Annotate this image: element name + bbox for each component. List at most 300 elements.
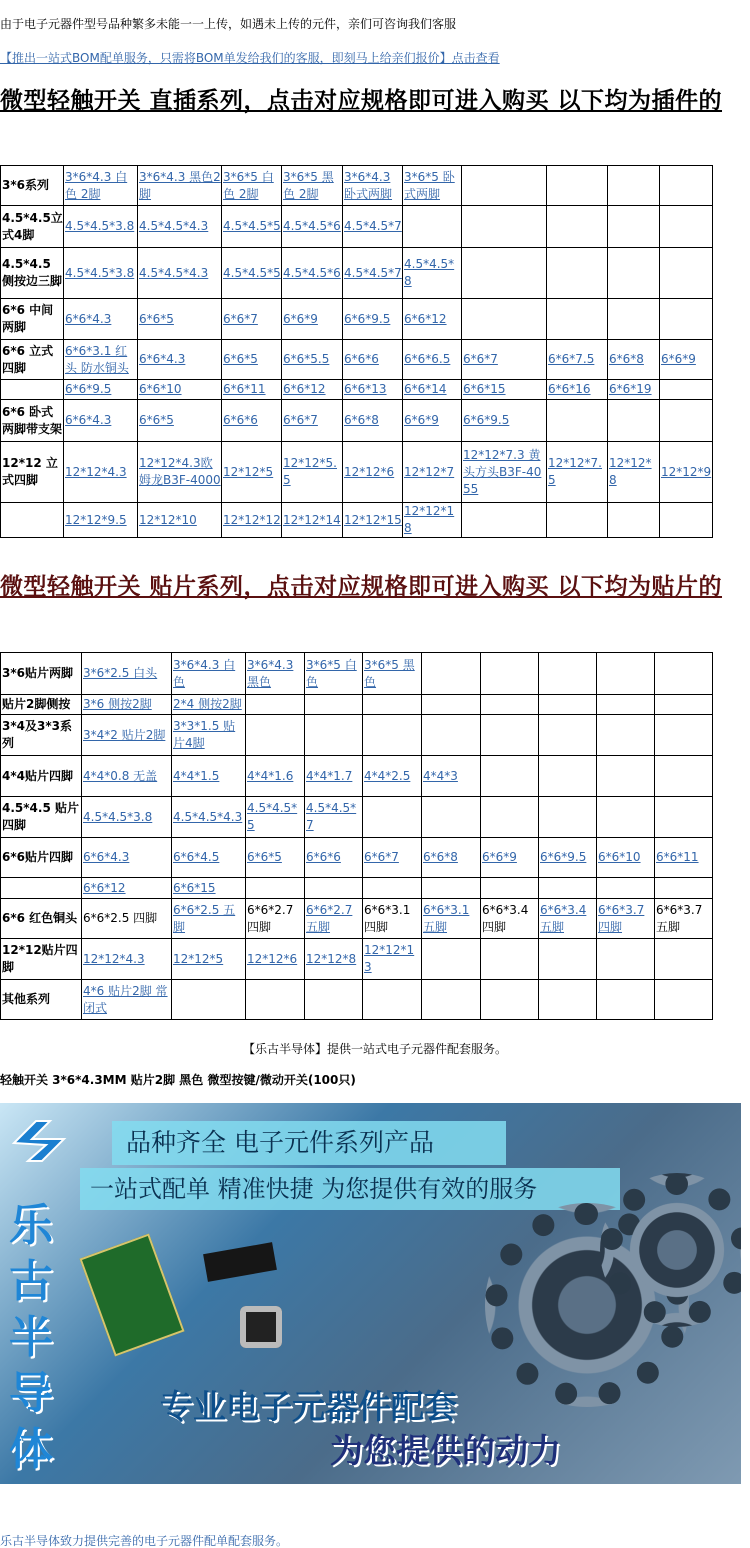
spec-cell[interactable] [64,503,138,538]
spec-link[interactable]: 4.5*4.5*4.3 [139,265,209,280]
spec-cell[interactable] [222,442,282,503]
spec-cell[interactable] [305,653,363,695]
spec-cell[interactable] [608,380,660,400]
spec-cell [481,939,539,980]
spec-link[interactable]: 12*12*8 [306,951,357,966]
spec-link[interactable]: 6*6*10 [598,850,641,864]
spec-cell [481,715,539,756]
spec-link[interactable]: 4.5*4.5*4.3 [139,219,209,233]
spec-link[interactable]: 12*12*4.3 [65,464,127,479]
spec-link[interactable]: 6*6*7 [463,352,498,366]
spec-cell[interactable] [82,653,172,695]
spec-cell [462,166,547,206]
spec-link[interactable]: 6*6*5 [223,352,258,366]
spec-cell [363,797,422,838]
row-label: 6*6 红色铜头 [1,899,82,939]
spec-cell [462,503,547,538]
spec-cell [539,653,597,695]
spec-cell [539,715,597,756]
spec-link[interactable]: 12*12*12 [223,512,281,527]
spec-cell [305,980,363,1020]
spec-link[interactable]: 6*6*16 [548,382,591,396]
spec-link[interactable]: 4*6 贴片2脚 常闭式 [83,983,168,1015]
spec-cell[interactable] [403,299,462,340]
spec-cell[interactable] [403,340,462,380]
spec-cell [305,695,363,715]
spec-link[interactable]: 6*6*3.7 四脚 [598,902,645,934]
spec-link[interactable]: 3*6*4.3 卧式两脚 [344,169,393,201]
spec-cell[interactable] [138,248,222,299]
banner-slogan-2: 为您提供的动力 [330,1431,561,1470]
spec-cell[interactable] [282,248,343,299]
spec-link[interactable]: 3*6*2.5 白头 [83,666,158,680]
row-label: 12*12 立式四脚 [1,442,64,503]
spec-link[interactable]: 6*6*6 [344,352,379,366]
spec-cell[interactable] [282,442,343,503]
spec-cell[interactable] [343,206,403,248]
spec-link[interactable]: 6*6*9.5 [344,311,391,326]
spec-link[interactable]: 6*6*3.1 红头 防水铜头 [65,343,129,375]
spec-link[interactable]: 6*6*4.3 [65,311,112,326]
table-row [1,442,713,503]
spec-cell [539,695,597,715]
spec-cell [305,878,363,899]
spec-cell[interactable] [597,899,655,939]
spec-link[interactable]: 6*6*10 [139,382,182,396]
spec-cell[interactable] [305,899,363,939]
spec-cell[interactable] [481,838,539,878]
spec-link[interactable]: 6*6*12 [404,311,447,326]
spec-cell[interactable] [172,653,246,695]
spec-cell [660,166,713,206]
spec-link[interactable]: 6*6*7 [283,413,318,427]
spec-text: 6*6*2.5 四脚 [83,911,158,925]
spec-link[interactable]: 4.5*4.5*7 [344,219,402,233]
spec-cell [481,899,539,939]
spec-cell[interactable] [403,166,462,206]
spec-cell[interactable] [547,380,608,400]
spec-link[interactable]: 4*4*3 [423,768,458,783]
spec-cell [462,248,547,299]
spec-cell[interactable] [138,340,222,380]
spec-link[interactable]: 6*6*7 [223,311,258,326]
spec-link[interactable]: 3*6*5 黑色 [364,657,415,689]
spec-cell[interactable] [422,756,481,797]
spec-cell[interactable] [138,166,222,206]
spec-cell[interactable] [343,248,403,299]
service-line: 【乐古半导体】提供一站式电子元器件配套服务。 [242,1042,507,1056]
spec-link[interactable]: 6*6*12 [83,880,126,895]
spec-cell[interactable] [64,299,138,340]
spec-link[interactable]: 12*12*6 [344,464,395,479]
spec-cell[interactable] [172,756,246,797]
spec-cell [539,756,597,797]
row-label: 6*6贴片四脚 [1,838,82,878]
spec-link[interactable]: 4*4*1.7 [306,768,353,783]
spec-cell[interactable] [539,838,597,878]
spec-link[interactable]: 4.5*4.5*3.8 [65,219,135,233]
spec-cell[interactable] [282,503,343,538]
circuit-board-image [79,1233,184,1356]
table-row [1,756,713,797]
spec-cell[interactable] [172,838,246,878]
spec-cell [597,878,655,899]
row-label: 6*6 卧式两脚带支架 [1,400,64,442]
spec-cell[interactable] [282,380,343,400]
spec-cell [547,206,608,248]
spec-link[interactable]: 3*6*5 白色 [306,657,357,689]
table-row [1,838,713,878]
table-row [1,653,713,695]
spec-link[interactable]: 12*12*5.5 [283,456,337,487]
spec-cell[interactable] [282,206,343,248]
spec-cell[interactable] [172,878,246,899]
spec-link[interactable]: 3*6*5 黑色 2脚 [283,169,334,201]
spec-link[interactable]: 6*6*9 [482,850,517,864]
spec-cell[interactable] [222,503,282,538]
spec-cell[interactable] [539,899,597,939]
ic-chip-image [203,1242,277,1282]
spec-cell[interactable] [172,715,246,756]
spec-link[interactable]: 3*6*5 白色 2脚 [223,169,274,201]
spec-link[interactable]: 12*12*7 [404,464,455,479]
spec-cell[interactable] [363,653,422,695]
spec-link[interactable]: 6*6*13 [344,382,387,396]
spec-cell[interactable] [138,380,222,400]
spec-link[interactable]: 12*12*14 [283,512,341,527]
spec-cell[interactable] [462,380,547,400]
spec-cell [608,206,660,248]
row-label [1,503,64,538]
spec-link[interactable]: 6*6*6 [223,413,258,427]
spec-cell[interactable] [660,340,713,380]
spec-link[interactable]: 4.5*4.5*7 [306,801,357,832]
spec-link[interactable]: 3*6 侧按2脚 [83,697,152,711]
spec-cell[interactable] [462,400,547,442]
spec-link[interactable]: 6*6*9 [404,413,439,427]
spec-cell[interactable] [403,400,462,442]
spec-cell[interactable] [343,442,403,503]
spec-text: 6*6*3.4 四脚 [482,902,529,934]
spec-cell[interactable] [343,340,403,380]
spec-cell[interactable] [363,838,422,878]
table-row [1,715,713,756]
table-row [1,340,713,380]
spec-cell [547,400,608,442]
spec-cell[interactable] [597,838,655,878]
spec-link[interactable]: 12*12*6 [247,951,298,966]
spec-link[interactable]: 6*6*6.5 [404,352,451,366]
spec-cell[interactable] [222,380,282,400]
spec-cell [547,248,608,299]
spec-link[interactable]: 6*6*15 [173,880,216,895]
spec-link[interactable]: 4.5*4.5*7 [344,265,402,280]
spec-cell [660,503,713,538]
spec-cell[interactable] [305,797,363,838]
spec-link[interactable]: 6*6*11 [223,382,266,396]
spec-link[interactable]: 4*4*0.8 无盖 [83,768,158,783]
spec-cell[interactable] [222,248,282,299]
spec-cell[interactable] [403,503,462,538]
spec-cell[interactable] [82,695,172,715]
spec-link[interactable]: 4.5*4.5*5 [223,219,281,233]
spec-cell[interactable] [222,340,282,380]
spec-cell [597,939,655,980]
spec-link[interactable]: 6*6*5 [247,850,282,864]
spec-cell [481,980,539,1020]
spec-cell [655,695,713,715]
spec-cell [363,695,422,715]
spec-cell[interactable] [343,380,403,400]
spec-link[interactable]: 6*6*8 [609,352,644,366]
product-title: 轻触开关 3*6*4.3MM 贴片2脚 黑色 微型按键/微动开关(100只) [0,1073,356,1087]
spec-cell[interactable] [422,838,481,878]
spec-cell[interactable] [343,503,403,538]
spec-cell [246,878,305,899]
spec-cell[interactable] [138,503,222,538]
spec-link[interactable]: 12*12*15 [344,512,402,527]
spec-link[interactable]: 3*6*4.3 白色 2脚 [65,169,128,201]
spec-link[interactable]: 4.5*4.5*5 [223,265,281,280]
bom-service-link[interactable]: 【推出一站式BOM配单服务，只需将BOM单发给我们的客服，即刻马上给亲们报价】点击查看 [0,51,500,65]
spec-cell [660,206,713,248]
spec-cell[interactable] [82,939,172,980]
spec-link[interactable]: 6*6*12 [283,382,326,396]
spec-cell[interactable] [64,248,138,299]
spec-link[interactable]: 6*6*11 [656,850,699,864]
row-label: 12*12贴片四脚 [1,939,82,980]
spec-link[interactable]: 4*4*1.6 [247,768,294,783]
row-label: 4.5*4.5 贴片四脚 [1,797,82,838]
spec-link[interactable]: 4*4*1.5 [173,768,220,783]
spec-cell[interactable] [403,442,462,503]
spec-cell[interactable] [64,340,138,380]
spec-cell[interactable] [172,695,246,715]
spec-link[interactable]: 6*6*4.5 [173,850,220,864]
spec-link[interactable]: 3*6*5 卧式两脚 [404,169,455,201]
spec-link[interactable]: 12*12*13 [364,943,415,974]
table-row [1,878,713,899]
spec-link[interactable]: 12*12*9 [661,464,712,479]
spec-link[interactable]: 6*6*5 [139,413,174,427]
spec-link[interactable]: 6*6*3.1 五脚 [423,902,470,934]
spec-cell [422,939,481,980]
spec-cell[interactable] [246,756,305,797]
spec-cell[interactable] [64,380,138,400]
table-row [1,380,713,400]
spec-link[interactable]: 4.5*4.5*3.8 [65,265,135,280]
spec-cell[interactable] [172,939,246,980]
spec-link[interactable]: 6*6*8 [344,413,379,427]
spec-cell[interactable] [64,442,138,503]
spec-link[interactable]: 12*12*5 [223,464,274,479]
spec-link[interactable]: 12*12*4.3 [83,951,145,966]
banner-headline: 品种齐全 电子元件系列产品 [112,1121,506,1165]
row-label: 6*6 中间两脚 [1,299,64,340]
spec-cell[interactable] [282,299,343,340]
spec-cell[interactable] [222,206,282,248]
spec-link[interactable]: 12*12*7.5 [548,456,602,487]
spec-cell [660,400,713,442]
spec-cell [655,939,713,980]
spec-cell [246,980,305,1020]
spec-cell[interactable] [172,899,246,939]
spec-cell [422,878,481,899]
spec-cell[interactable] [222,166,282,206]
spec-link[interactable]: 6*6*2.5 五脚 [173,902,236,934]
spec-cell[interactable] [655,838,713,878]
spec-link[interactable]: 6*6*19 [609,382,652,396]
spec-cell[interactable] [343,400,403,442]
row-label: 3*6系列 [1,166,64,206]
spec-link[interactable]: 4.5*4.5*4.3 [173,809,243,824]
spec-cell[interactable] [246,653,305,695]
spec-cell[interactable] [172,797,246,838]
spec-link[interactable]: 12*12*8 [609,456,652,487]
banner-side-text: 乐 古 半 导 体 [9,1200,53,1475]
spec-cell[interactable] [64,166,138,206]
spec-cell[interactable] [138,206,222,248]
spec-cell[interactable] [64,400,138,442]
row-label: 4*4贴片四脚 [1,756,82,797]
spec-cell [655,797,713,838]
spec-link[interactable]: 4*4*2.5 [364,768,411,783]
spec-link[interactable]: 3*4*2 贴片2脚 [83,727,166,742]
spec-link[interactable]: 4.5*4.5*3.8 [83,809,153,824]
row-label [1,380,64,400]
spec-cell[interactable] [608,340,660,380]
spec-link[interactable]: 4.5*4.5*8 [404,257,455,288]
spec-text: 6*6*3.1 四脚 [364,902,411,934]
spec-link[interactable]: 6*6*7.5 [548,352,595,366]
spec-cell [655,980,713,1020]
spec-cell [422,797,481,838]
spec-link[interactable]: 6*6*2.7 五脚 [306,902,353,934]
spec-link[interactable]: 3*6*4.3 黑色 [247,657,294,689]
spec-link[interactable]: 6*6*9.5 [65,382,112,396]
spec-link[interactable]: 3*6*4.3 黑色2脚 [139,169,221,201]
smd-spec-table [0,652,713,1020]
tact-switch-image [240,1306,282,1348]
spec-link[interactable]: 4.5*4.5*6 [283,265,341,280]
spec-cell[interactable] [82,797,172,838]
spec-cell [481,756,539,797]
spec-cell[interactable] [403,248,462,299]
spec-cell [172,980,246,1020]
spec-cell[interactable] [64,206,138,248]
spec-cell[interactable] [305,838,363,878]
spec-cell [597,980,655,1020]
spec-link[interactable]: 6*6*7 [364,850,399,864]
spec-cell[interactable] [547,442,608,503]
spec-link[interactable]: 6*6*4.3 [83,850,130,864]
spec-cell [481,878,539,899]
spec-cell[interactable] [305,756,363,797]
spec-cell[interactable] [462,442,547,503]
spec-cell[interactable] [222,400,282,442]
spec-cell[interactable] [246,939,305,980]
spec-cell[interactable] [422,899,481,939]
spec-link[interactable]: 3*6*4.3 白色 [173,657,236,689]
spec-link[interactable]: 6*6*4.3 [65,413,112,427]
row-label: 6*6 立式四脚 [1,340,64,380]
footer-text: 乐古半导体致力提供完善的电子元器件配单配套服务。 [0,1534,289,1548]
spec-cell[interactable] [282,400,343,442]
spec-link[interactable]: 12*12*18 [404,504,455,535]
spec-cell[interactable] [282,340,343,380]
spec-link[interactable]: 12*12*7.3 黄头方头B3F-4055 [463,447,542,496]
spec-cell[interactable] [82,838,172,878]
spec-cell[interactable] [222,299,282,340]
spec-link[interactable]: 6*6*14 [404,382,447,396]
spec-link[interactable]: 6*6*4.3 [139,352,186,366]
spec-cell [246,899,305,939]
spec-cell[interactable] [138,442,222,503]
spec-cell [481,695,539,715]
spec-link[interactable]: 3*3*1.5 贴片4脚 [173,719,236,750]
spec-link[interactable]: 6*6*5 [139,311,174,326]
spec-link[interactable]: 6*6*15 [463,382,506,396]
spec-cell[interactable] [82,756,172,797]
spec-cell [660,380,713,400]
spec-cell[interactable] [547,340,608,380]
spec-link[interactable]: 12*12*9.5 [65,512,127,527]
spec-link[interactable]: 6*6*9.5 [463,413,510,427]
spec-link[interactable]: 4.5*4.5*6 [283,219,341,233]
spec-link[interactable]: 6*6*6 [306,850,341,864]
spec-cell[interactable] [305,939,363,980]
spec-cell[interactable] [462,340,547,380]
spec-cell [608,299,660,340]
row-label: 4.5*4.5立式4脚 [1,206,64,248]
spec-link[interactable]: 6*6*5.5 [283,352,330,366]
table-row [1,299,713,340]
spec-link[interactable]: 6*6*9 [283,311,318,326]
spec-link[interactable]: 6*6*9.5 [540,850,587,864]
spec-cell[interactable] [246,797,305,838]
spec-cell[interactable] [403,380,462,400]
spec-cell[interactable] [608,442,660,503]
spec-link[interactable]: 12*12*5 [173,951,224,966]
spec-cell [403,206,462,248]
spec-cell [597,797,655,838]
spec-cell[interactable] [138,400,222,442]
spec-cell[interactable] [82,980,172,1020]
spec-cell[interactable] [138,299,222,340]
spec-link[interactable]: 2*4 侧按2脚 [173,697,242,711]
spec-cell[interactable] [343,166,403,206]
spec-link[interactable]: 6*6*9 [661,352,696,366]
row-label: 其他系列 [1,980,82,1020]
spec-cell[interactable] [363,756,422,797]
spec-cell[interactable] [660,442,713,503]
spec-cell[interactable] [282,166,343,206]
spec-cell[interactable] [246,838,305,878]
spec-link[interactable]: 6*6*3.4 五脚 [540,902,587,934]
spec-cell[interactable] [82,878,172,899]
spec-link[interactable]: 4.5*4.5*5 [247,801,298,832]
section2-title: 微型轻触开关 贴片系列，点击对应规格即可进入购买 以下均为贴片的 [0,574,723,600]
spec-cell [597,715,655,756]
table-row [1,503,713,538]
spec-link[interactable]: 12*12*10 [139,512,197,527]
spec-cell[interactable] [82,715,172,756]
spec-link[interactable]: 12*12*4.3欧姆龙B3F-4000 [139,456,221,487]
spec-cell[interactable] [343,299,403,340]
spec-link[interactable]: 6*6*8 [423,850,458,864]
spec-cell [655,756,713,797]
spec-cell[interactable] [363,939,422,980]
